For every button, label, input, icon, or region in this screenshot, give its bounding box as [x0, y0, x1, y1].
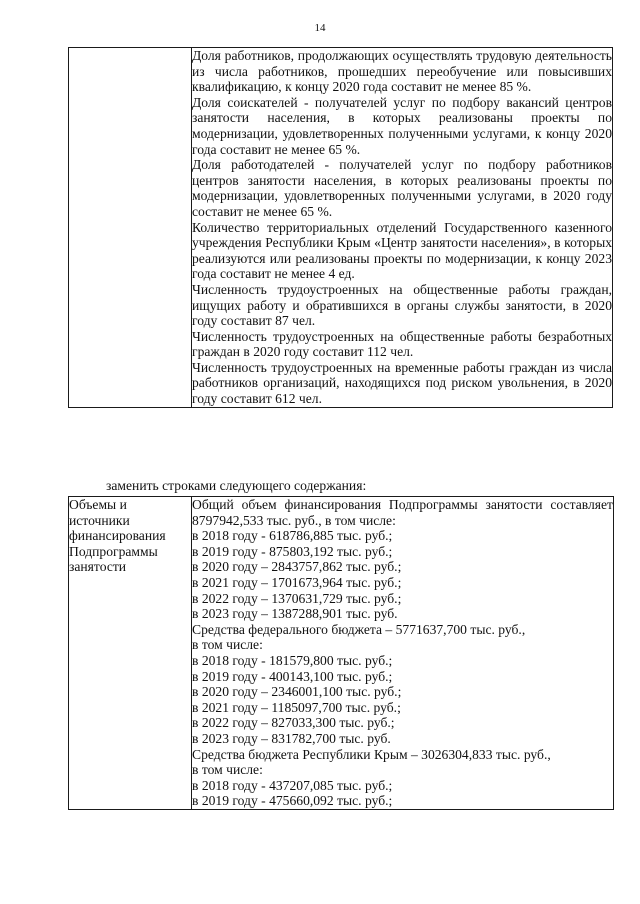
total-year-line: в 2018 году - 618786,885 тыс. руб.; [192, 528, 393, 544]
federal-year-line: в 2021 году – 1185097,700 тыс. руб.; [192, 699, 401, 715]
regional-year-line: в 2019 году - 475660,092 тыс. руб.; [192, 793, 393, 809]
financing-label-cell [69, 497, 192, 810]
financing-table [68, 496, 614, 810]
label-line: Объемы и [69, 497, 127, 512]
total-year-line: в 2022 году – 1370631,729 тыс. руб.; [192, 590, 402, 606]
indicator-paragraph: Численность трудоустроенных на временные работы граждан из числа работников организаций, находящихся под риском увольнения, в 2020 году составит 612 чел. [192, 359, 612, 407]
regional-year-line: в 2018 году - 437207,085 тыс. руб.; [192, 777, 393, 793]
page-number: 14 [314, 22, 326, 34]
indicators-table [68, 47, 613, 408]
label-line: Подпрограммы [69, 543, 158, 559]
federal-year-line: в 2023 году – 831782,700 тыс. руб. [192, 730, 391, 746]
total-year-line: в 2023 году – 1387288,901 тыс. руб. [192, 606, 398, 622]
indicator-paragraph: Доля соискателей - получателей услуг по подбору вакансий центров занятости населения, в которых реализованы проекты по модернизации, удовлетворенных полученными услугами, к концу 2020 года составит не менее 65 %. [192, 94, 612, 157]
label-line: занятости [69, 559, 127, 575]
total-financing-paragraph: Общий объем финансирования Подпрограммы занятости составляет 8797942,533 тыс. руб., в том числе: [192, 497, 613, 528]
federal-budget-header: Средства федерального бюджета – 5771637,700 тыс. руб., [192, 621, 526, 637]
federal-year-line: в 2019 году - 400143,100 тыс. руб.; [192, 668, 393, 684]
total-year-line: в 2021 году – 1701673,964 тыс. руб.; [192, 574, 402, 590]
indicator-paragraph: Доля работников, продолжающих осуществлять трудовую деятельность из числа работников, прошедших переобучение или повысивших квалификацию, к концу 2020 года составит не менее 85 %. [192, 48, 612, 95]
indicator-paragraph: Доля работодателей - получателей услуг по подбору работников центров занятости населения, в которых реализованы проекты по модернизации, удовлетворенных полученными услугами, в 2020 году составит не менее 65 %. [192, 157, 612, 219]
replacement-intro-text: заменить строками следующего содержания: [106, 478, 367, 493]
total-year-line: в 2019 году - 875803,192 тыс. руб.; [192, 543, 393, 559]
label-line: финансирования [69, 528, 166, 544]
federal-year-line: в 2020 году – 2346001,100 тыс. руб.; [192, 684, 402, 700]
table-row [69, 497, 614, 810]
federal-year-line: в 2022 году – 827033,300 тыс. руб.; [192, 715, 395, 731]
federal-budget-subheader: в том числе: [192, 637, 263, 653]
regional-budget-header: Средства бюджета Республики Крым – 3026304,833 тыс. руб., [192, 746, 551, 762]
label-line: источники [69, 512, 130, 528]
empty-label-cell [69, 48, 192, 408]
indicator-paragraph: Численность трудоустроенных на общественные работы граждан, ищущих работу и обратившихся в органы службы занятости, в 2020 году составит 87 чел. [192, 281, 612, 329]
regional-budget-subheader: в том числе: [192, 762, 263, 778]
financing-content-cell [192, 497, 614, 810]
indicator-paragraph: Количество территориальных отделений Государственного казенного учреждения Республики Крым «Центр занятости населения», в которых реализуются или реализованы проекты по модернизации, к концу 2023 года составит не менее 4 ед. [192, 219, 612, 282]
table-row [69, 48, 613, 408]
indicators-cell [192, 48, 613, 408]
total-year-line: в 2020 году – 2843757,862 тыс. руб.; [192, 559, 402, 575]
indicator-paragraph: Численность трудоустроенных на общественные работы безработных граждан в 2020 году составит 112 чел. [192, 328, 612, 360]
federal-year-line: в 2018 году - 181579,800 тыс. руб.; [192, 652, 393, 668]
